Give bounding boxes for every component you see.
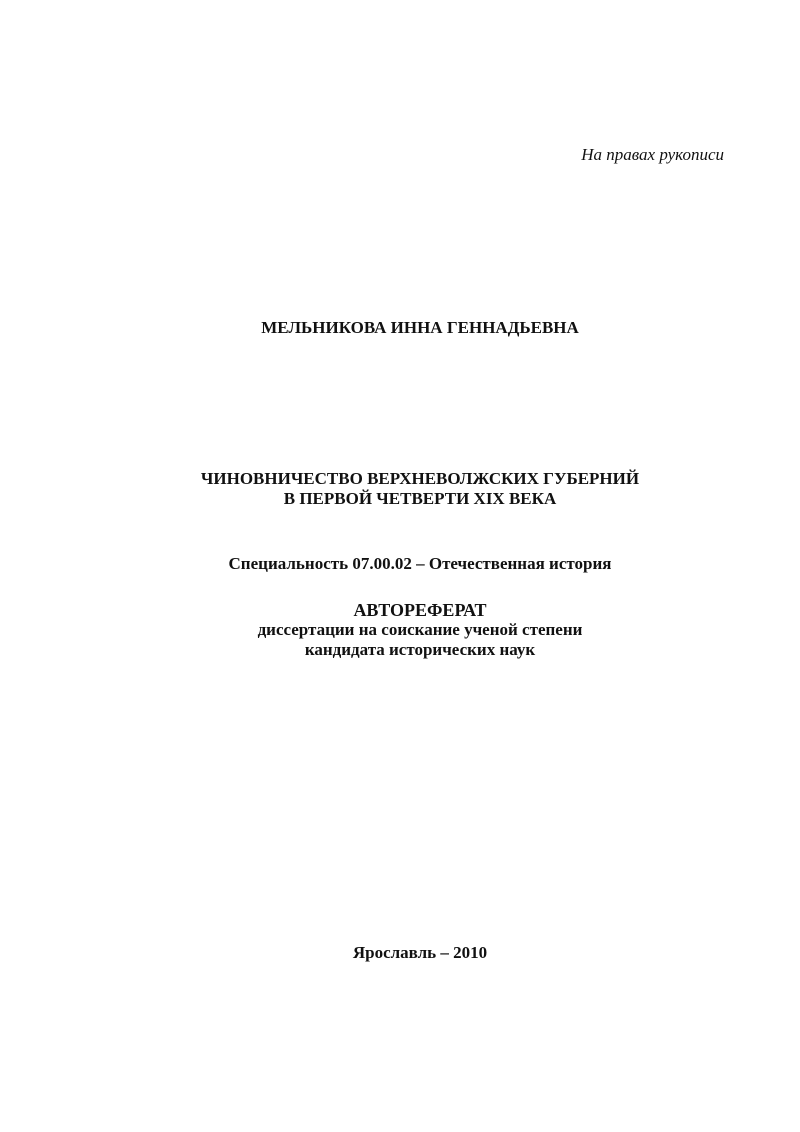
manuscript-note: На правах рукописи xyxy=(581,145,724,164)
degree-purpose-line-1: диссертации на соискание ученой степени xyxy=(257,620,583,639)
place-and-year: Ярославль – 2010 xyxy=(352,943,488,962)
specialty-line: Специальность 07.00.02 – Отечественная история xyxy=(228,554,612,573)
dissertation-title-line-2: В ПЕРВОЙ ЧЕТВЕРТИ XIX ВЕКА xyxy=(283,489,557,508)
degree-purpose-line-2: кандидата исторических наук xyxy=(304,640,536,659)
abstract-heading: АВТОРЕФЕРАТ xyxy=(353,600,487,620)
author-name: МЕЛЬНИКОВА ИННА ГЕННАДЬЕВНА xyxy=(261,318,579,337)
dissertation-title-line-1: ЧИНОВНИЧЕСТВО ВЕРХНЕВОЛЖСКИХ ГУБЕРНИЙ xyxy=(200,469,640,488)
